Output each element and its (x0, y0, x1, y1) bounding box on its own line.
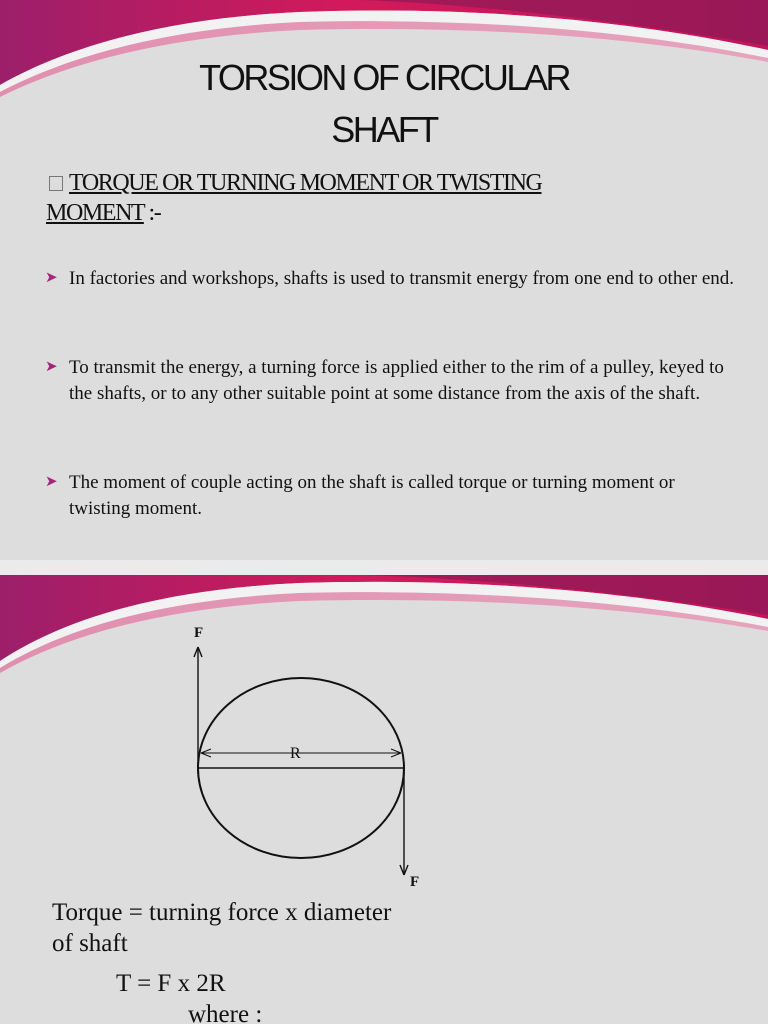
torque-definition-line-2: of shaft (52, 930, 128, 957)
slide-title-line-1: TORSION OF CIRCULAR (199, 57, 569, 98)
bullet-item (45, 355, 735, 406)
section-subheading (46, 168, 646, 228)
slide-2 (0, 575, 768, 1024)
arrow-bullet-icon: ➤ (45, 270, 58, 286)
bullet-text: The moment of couple acting on the shaft is called torque or turning moment or twisting moment. (69, 472, 675, 519)
where-label: where : (188, 1001, 263, 1024)
slide-title-line-2: SHAFT (331, 109, 437, 150)
arrow-bullet-icon: ➤ (45, 474, 58, 490)
force-label-top: F (194, 625, 204, 641)
bullet-text: To transmit the energy, a turning force is applied either to the rim of a pulley, keyed to the shafts, or to any other suitable point at some distance from the axis of the shaft. (69, 357, 724, 404)
subheading-line-1: TORQUE OR TURNING MOMENT OR TWISTING (69, 170, 542, 196)
bullet-text: In factories and workshops, shafts is used to transmit energy from one end to other end. (69, 268, 735, 289)
radius-label: R (290, 745, 301, 762)
bullet-item (45, 470, 735, 521)
checkbox-glyph-icon (49, 176, 63, 191)
slide-separator (0, 560, 768, 575)
bullet-item (45, 266, 735, 292)
torque-formula: T = F x 2R (116, 970, 226, 997)
force-label-bottom: F (410, 874, 420, 890)
torque-definition-line-1: Torque = turning force x diameter (52, 899, 392, 926)
subheading-line-2: MOMENT (46, 200, 144, 226)
arrow-bullet-icon: ➤ (45, 359, 58, 375)
subheading-suffix: :- (143, 200, 161, 226)
